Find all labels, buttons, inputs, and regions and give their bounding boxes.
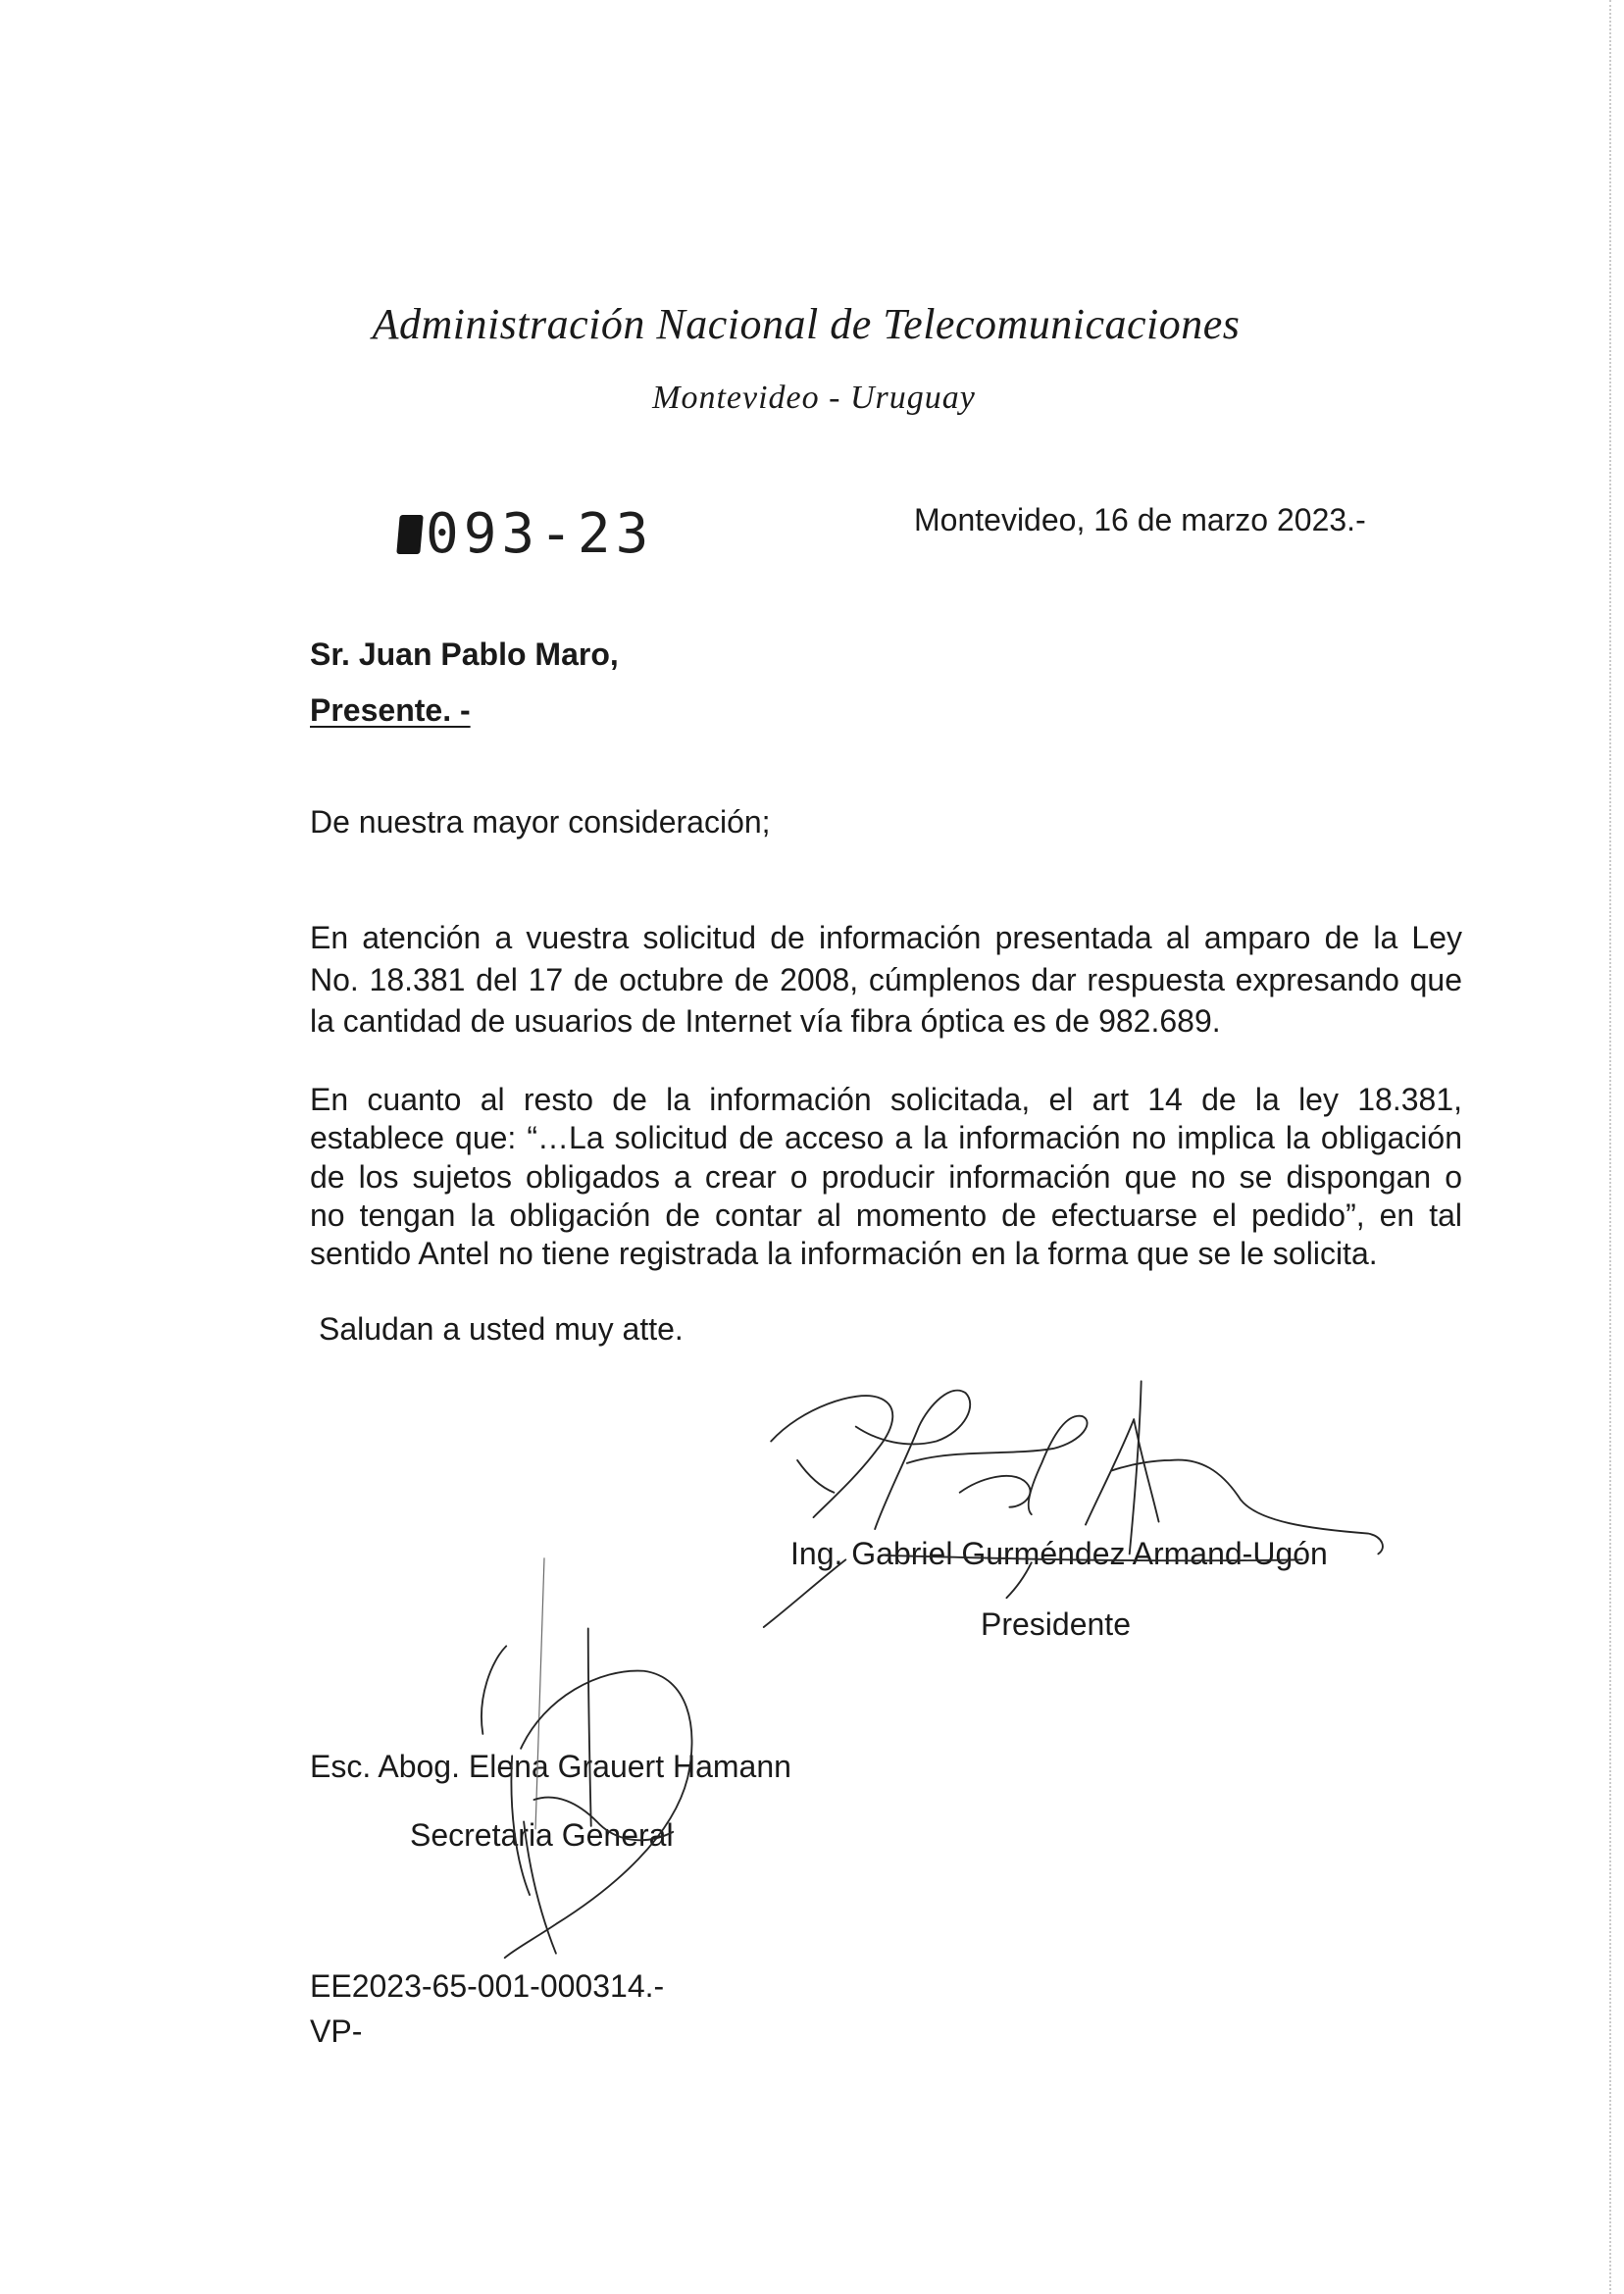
recipient-name: Sr. Juan Pablo Maro, (310, 637, 619, 672)
signature-stroke (907, 1416, 1088, 1514)
signatory-president-title: Presidente (981, 1606, 1131, 1642)
president-signature (764, 1381, 1383, 1627)
signatory-secretary-title: Secretaria General (410, 1817, 674, 1853)
stamp-mark-icon (396, 515, 423, 554)
recipient-presente: Presente. - (310, 692, 471, 728)
paragraph-line: sentido Antel no tiene registrada la información en la forma que se le solicita. (310, 1236, 1378, 1272)
paragraph-line: no tengan la obligación de contar al momento de efectuarse el pedido”, en tal (310, 1197, 1462, 1233)
signature-stroke (1086, 1419, 1159, 1524)
paragraph-line: establece que: “…La solicitud de acceso a la información no implica la obligación (310, 1120, 1462, 1156)
paragraph-line: En atención a vuestra solicitud de información presentada al amparo de la Ley (310, 920, 1462, 955)
salutation: De nuestra mayor consideración; (310, 804, 771, 840)
reference-stamp (398, 504, 653, 565)
closing: Saludan a usted muy atte. (319, 1311, 684, 1347)
signatory-secretary-name: Esc. Abog. Elena Grauert Hamann (310, 1749, 791, 1784)
paragraph-line: No. 18.381 del 17 de octubre de 2008, cúmplenos dar respuesta expresando que (310, 961, 1462, 997)
signatory-president-name: Ing. Gabriel Gurméndez Armand-Ugón (790, 1536, 1328, 1571)
file-reference: EE2023-65-001-000314.- (310, 1968, 665, 2004)
paragraph-line: de los sujetos obligados a crear o producir información que no se dispongan o (310, 1158, 1462, 1195)
signature-stroke (535, 1558, 544, 1829)
signature-stroke (588, 1628, 591, 1825)
signature-stroke (856, 1391, 970, 1529)
date-line: Montevideo, 16 de marzo 2023.- (914, 502, 1366, 537)
body-paragraph-2 (310, 1081, 1462, 1273)
signature-stroke (960, 1476, 1031, 1507)
initials: VP- (310, 2014, 363, 2049)
signature-stroke (505, 1671, 692, 1959)
signature-stroke (771, 1396, 892, 1517)
signature-stroke (482, 1646, 506, 1734)
paragraph-line: En cuanto al resto de la información solicitada, el art 14 de la ley 18.381, (310, 1082, 1462, 1117)
paragraph-line: la cantidad de usuarios de Internet vía fibra óptica es de 982.689. (310, 1003, 1221, 1039)
letterhead-organization: Administración Nacional de Telecomunicaciones (372, 300, 1241, 348)
reference-number: 093-23 (426, 502, 654, 566)
signature-stroke (797, 1460, 834, 1493)
body-paragraph-1 (310, 917, 1462, 1043)
signature-stroke (1130, 1381, 1142, 1554)
letterhead-location: Montevideo - Uruguay (652, 380, 976, 416)
